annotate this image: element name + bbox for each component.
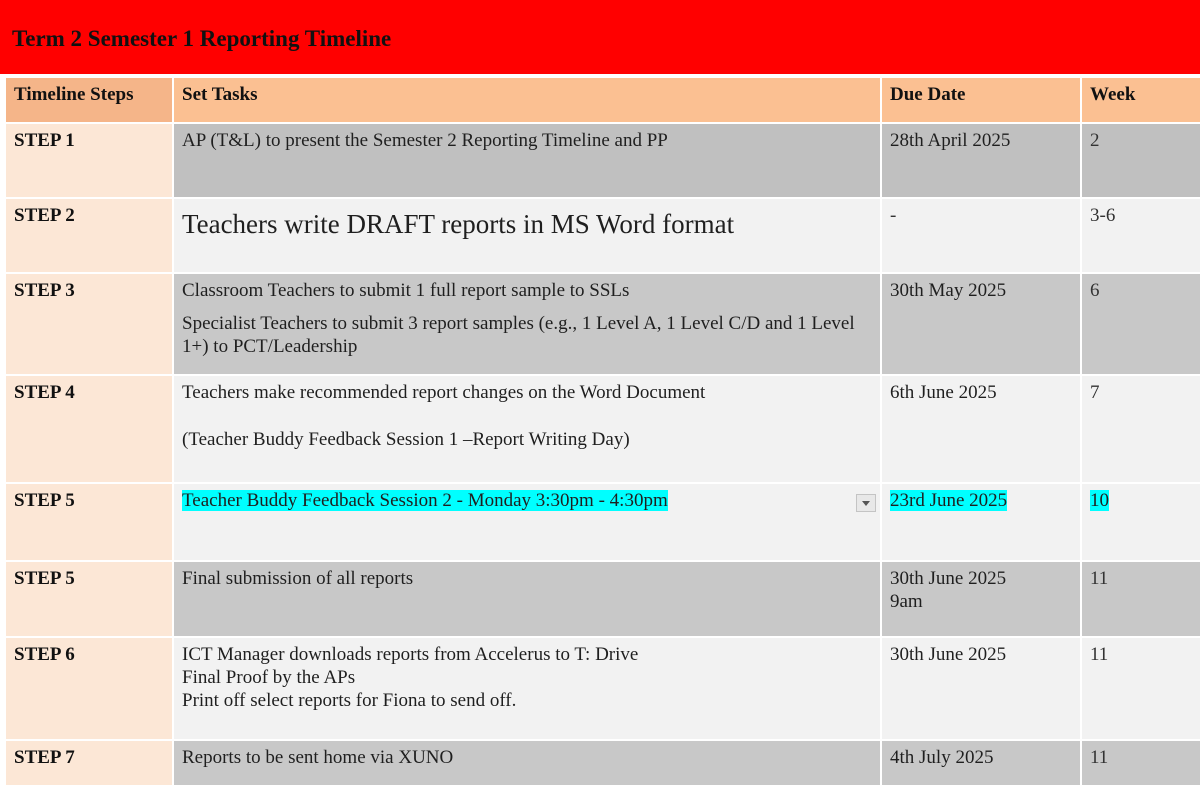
due-date: 30th June 2025 xyxy=(881,637,1081,740)
week-value xyxy=(1081,483,1200,561)
week-value: 2 xyxy=(1081,123,1200,198)
table-row xyxy=(5,637,1200,740)
due-date: 30th May 2025 xyxy=(881,273,1081,375)
task-text: Final submission of all reports xyxy=(182,568,414,589)
task-cell[interactable] xyxy=(173,273,881,375)
header-set-tasks: Set Tasks xyxy=(173,77,881,123)
task-text: AP (T&L) to present the Semester 2 Reporting Timeline and PP xyxy=(182,130,668,151)
step-label: STEP 5 xyxy=(5,561,173,637)
task-cell[interactable] xyxy=(173,483,881,561)
task-text: Teachers make recommended report changes on the Word Document xyxy=(182,382,706,403)
task-text: Classroom Teachers to submit 1 full report sample to SSLs xyxy=(182,280,630,301)
due-date xyxy=(881,561,1081,637)
task-cell[interactable] xyxy=(173,198,881,273)
header-due-date: Due Date xyxy=(881,77,1081,123)
week-value: 6 xyxy=(1081,273,1200,375)
task-text: Specialist Teachers to submit 3 report samples (e.g., 1 Level A, 1 Level C/D and 1 Level 1+) to PCT/Leadership xyxy=(182,313,855,357)
due-date: 6th June 2025 xyxy=(881,375,1081,483)
timeline-table xyxy=(4,76,1200,787)
task-text: Print off select reports for Fiona to send off. xyxy=(182,690,517,711)
task-cell[interactable] xyxy=(173,637,881,740)
table-row xyxy=(5,375,1200,483)
table-row xyxy=(5,483,1200,561)
week-value: 11 xyxy=(1081,561,1200,637)
step-label: STEP 3 xyxy=(5,273,173,375)
task-text: ICT Manager downloads reports from Accelerus to T: Drive xyxy=(182,644,639,665)
table-row xyxy=(5,123,1200,198)
step-label: STEP 4 xyxy=(5,375,173,483)
due-time-line: 9am xyxy=(890,591,923,612)
chevron-down-icon[interactable] xyxy=(856,494,876,512)
week-value: 11 xyxy=(1081,637,1200,740)
table-row xyxy=(5,198,1200,273)
step-label: STEP 2 xyxy=(5,198,173,273)
task-cell[interactable] xyxy=(173,123,881,198)
highlighted-week: 10 xyxy=(1090,490,1109,511)
task-cell[interactable] xyxy=(173,375,881,483)
step-label: STEP 5 xyxy=(5,483,173,561)
highlighted-task-text: Teacher Buddy Feedback Session 2 - Monday 3:30pm - 4:30pm xyxy=(182,490,668,511)
highlighted-due-date: 23rd June 2025 xyxy=(890,490,1008,511)
step-label: STEP 1 xyxy=(5,123,173,198)
header-timeline-steps: Timeline Steps xyxy=(5,77,173,123)
task-text: Teachers write DRAFT reports in MS Word format xyxy=(182,209,735,239)
due-date: - xyxy=(881,198,1081,273)
task-text: Reports to be sent home via XUNO xyxy=(182,747,454,768)
table-row xyxy=(5,740,1200,786)
step-label: STEP 6 xyxy=(5,637,173,740)
week-value: 11 xyxy=(1081,740,1200,786)
table-header-row xyxy=(5,77,1200,123)
task-text-wrap xyxy=(182,489,872,512)
table-row xyxy=(5,561,1200,637)
table-row xyxy=(5,273,1200,375)
week-value: 7 xyxy=(1081,375,1200,483)
due-date: 28th April 2025 xyxy=(881,123,1081,198)
page-title: Term 2 Semester 1 Reporting Timeline xyxy=(0,0,1200,74)
task-text: (Teacher Buddy Feedback Session 1 –Report Writing Day) xyxy=(182,429,630,450)
task-cell[interactable] xyxy=(173,561,881,637)
step-label: STEP 7 xyxy=(5,740,173,786)
task-cell[interactable] xyxy=(173,740,881,786)
due-date xyxy=(881,483,1081,561)
due-date: 4th July 2025 xyxy=(881,740,1081,786)
week-value: 3-6 xyxy=(1081,198,1200,273)
due-date-line: 30th June 2025 xyxy=(890,568,1007,589)
header-week: Week xyxy=(1081,77,1200,123)
task-text: Final Proof by the APs xyxy=(182,667,356,688)
